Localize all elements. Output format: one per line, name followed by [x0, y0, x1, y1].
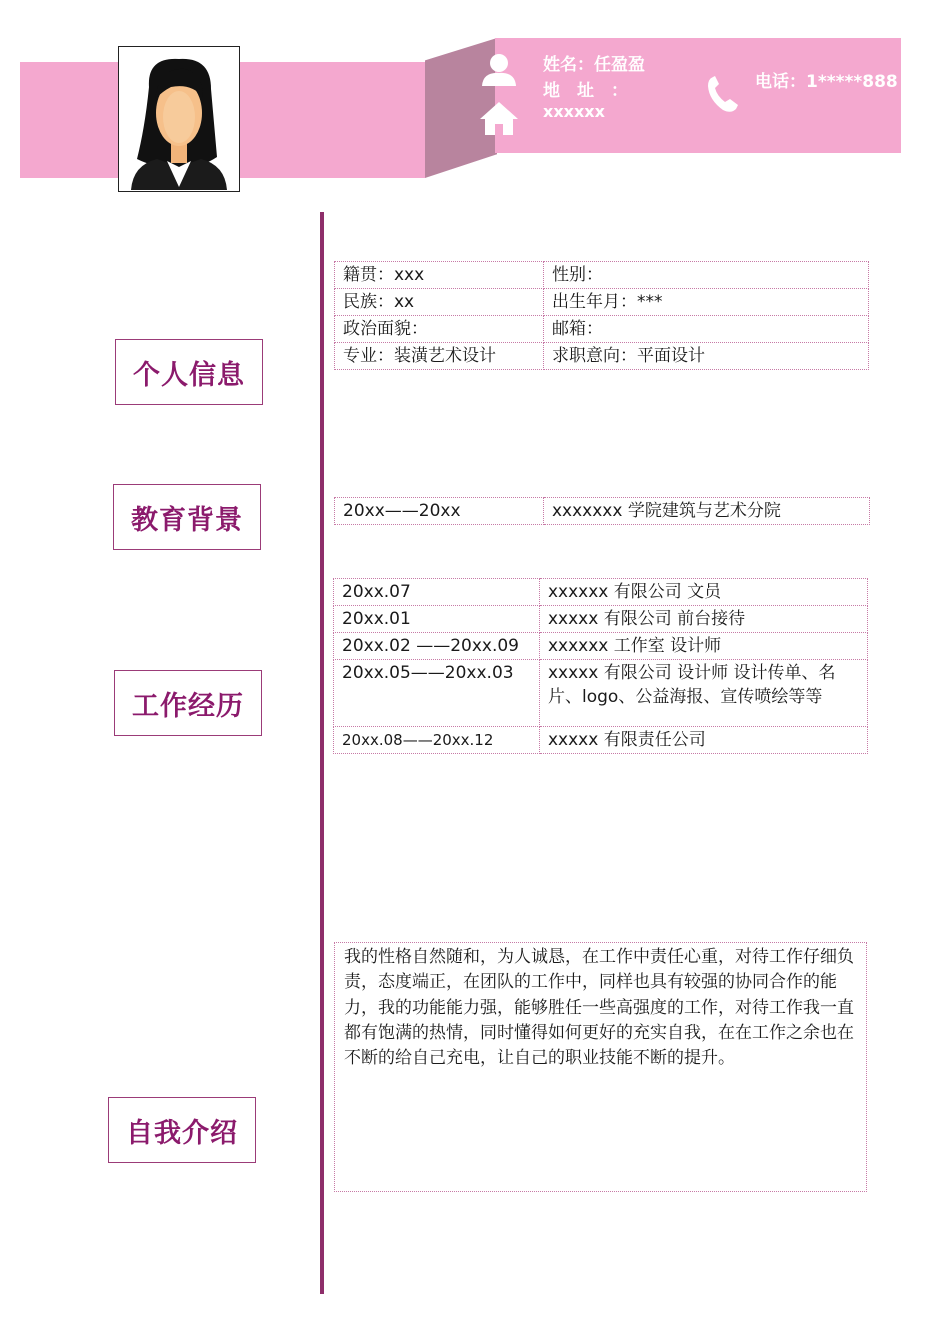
table-row: [334, 660, 868, 727]
section-title-personal: 个人信息: [115, 339, 263, 405]
vertical-divider: [320, 212, 324, 1294]
table-row: [334, 606, 868, 633]
table-cell: 20xx.05——20xx.03: [334, 660, 540, 727]
table-cell: xxxxxxx 学院建筑与艺术分院: [544, 498, 870, 525]
table-row: [335, 343, 869, 370]
table-cell: 籍贯：xxx: [335, 262, 544, 289]
name-label: 姓名：任盈盈: [543, 55, 645, 75]
self-intro-text: 我的性格自然随和，为人诚恳，在工作中责任心重，对待工作仔细负责，态度端正，在团队的工作中，同样也具有较强的协同合作的能力，我的功能能力强，能够胜任一些高强度的工作，对待工作我一直都有饱满的热情，同时懂得如何更好的充实自我，在在工作之余也在不断的给自己充电，让自己的职业技能不断的提升。: [334, 942, 867, 1192]
table-cell: xxxxx 有限公司 前台接待: [540, 606, 868, 633]
table-row: [335, 316, 869, 343]
table-cell: 民族：xx: [335, 289, 544, 316]
table-cell: 20xx.07: [334, 579, 540, 606]
phone-label: 电话：1*****888: [755, 72, 898, 92]
table-row: [334, 727, 868, 754]
address-value: xxxxxx: [543, 102, 605, 121]
table-row: [335, 498, 870, 525]
table-cell: 性别：: [544, 262, 869, 289]
table-cell: 政治面貌：: [335, 316, 544, 343]
phone-icon: [705, 74, 741, 114]
table-cell: 专业：装潢艺术设计: [335, 343, 544, 370]
home-icon: [478, 100, 520, 136]
table-cell: xxxxxx 有限公司 文员: [540, 579, 868, 606]
address-label: 地 址 ：: [543, 81, 628, 101]
work-table: [333, 578, 868, 754]
table-row: [335, 262, 869, 289]
personal-info-table: [334, 261, 869, 370]
section-title-intro: 自我介绍: [108, 1097, 256, 1163]
avatar-illustration: [119, 47, 238, 190]
table-row: [335, 289, 869, 316]
table-row: [334, 633, 868, 660]
table-cell: xxxxx 有限公司 设计师 设计传单、名片、logo、公益海报、宣传喷绘等等: [540, 660, 868, 727]
table-cell: xxxxxx 工作室 设计师: [540, 633, 868, 660]
table-cell: 20xx.01: [334, 606, 540, 633]
avatar: [118, 46, 240, 192]
table-row: [334, 579, 868, 606]
education-table: [334, 497, 870, 525]
table-cell: 邮箱：: [544, 316, 869, 343]
user-icon: [480, 52, 518, 86]
section-title-education: 教育背景: [113, 484, 261, 550]
table-cell: 求职意向：平面设计: [544, 343, 869, 370]
table-cell: 出生年月：***: [544, 289, 869, 316]
table-cell: xxxxx 有限责任公司: [540, 727, 868, 754]
table-cell: 20xx.08——20xx.12: [334, 727, 540, 754]
table-cell: 20xx——20xx: [335, 498, 544, 525]
table-cell: 20xx.02 ——20xx.09: [334, 633, 540, 660]
section-title-work: 工作经历: [114, 670, 262, 736]
